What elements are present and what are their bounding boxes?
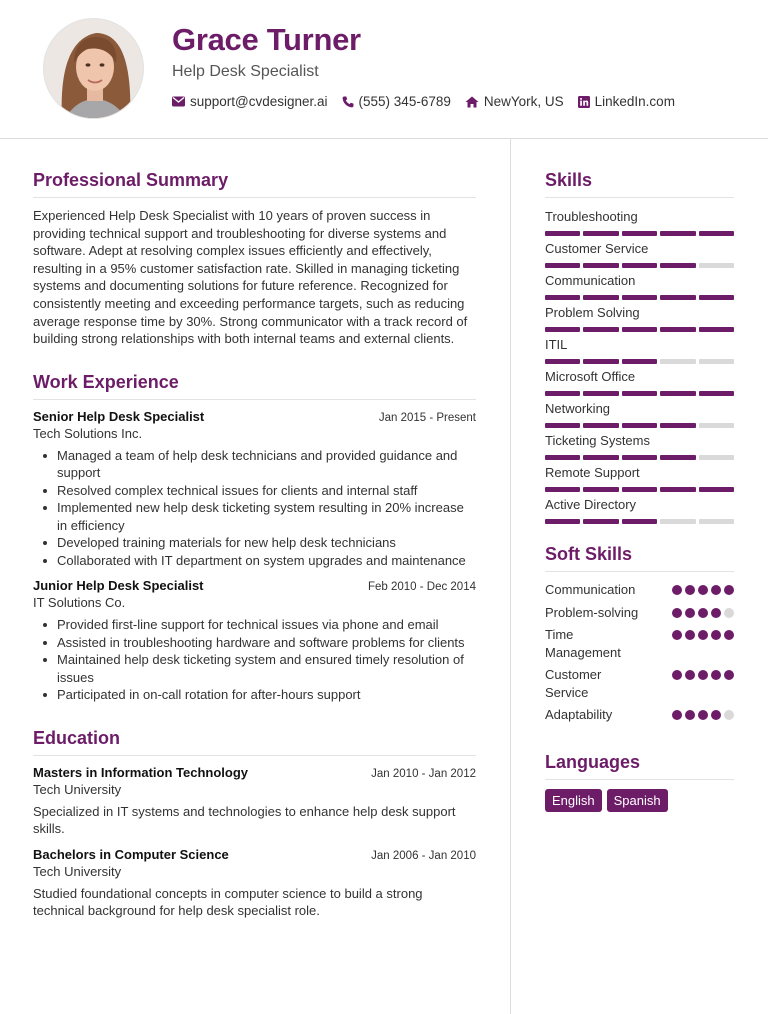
main-column [33,170,476,920]
skill-segment-filled [545,263,580,268]
rating-dot-filled [698,585,708,595]
experience-heading: Work Experience [33,372,476,400]
skill-segment-empty [699,455,734,460]
candidate-name: Grace Turner [172,22,361,57]
languages-list [545,789,734,812]
skill-segment-filled [583,519,618,524]
skill-segment-empty [699,519,734,524]
job-bullet: Developed training materials for new help desk technicians [33,534,476,552]
skill-item [545,239,734,271]
skills-section [545,170,734,527]
skill-item [545,303,734,335]
job-bullets [33,447,476,570]
skill-name: Remote Support [545,465,640,480]
job-bullet: Participated in on-call rotation for after-hours support [33,686,476,704]
soft-skill-name: Customer Service [545,667,602,700]
skill-item [545,207,734,239]
soft-skill-rating [672,608,734,618]
skill-segment-filled [545,455,580,460]
education-entry [33,765,476,838]
job-title: Senior Help Desk Specialist [33,408,205,424]
job-bullet: Collaborated with IT department on system upgrades and maintenance [33,552,476,570]
contact-linkedin-text: LinkedIn.com [594,94,675,109]
rating-dot-filled [724,670,734,680]
skill-level-bar [545,391,734,396]
languages-section [545,752,734,812]
contact-email[interactable] [172,94,328,109]
skill-name: Ticketing Systems [545,433,650,448]
soft-skills-section [545,544,734,724]
soft-skill-name: Communication [545,582,636,597]
skill-level-bar [545,487,734,492]
skill-segment-empty [660,359,695,364]
skills-list [545,207,734,527]
envelope-icon [172,96,185,107]
skill-segment-empty [699,263,734,268]
skill-segment-filled [545,359,580,364]
skill-segment-filled [699,391,734,396]
skill-segment-filled [660,391,695,396]
job-company: Tech Solutions Inc. [33,425,143,441]
education-entry [33,847,476,920]
skill-item [545,271,734,303]
soft-skill-item [545,666,734,701]
sidebar-column [545,170,734,812]
skill-segment-filled [583,455,618,460]
degree-date: Jan 2010 - Jan 2012 [371,767,476,780]
column-divider [510,139,511,1014]
degree-date: Jan 2006 - Jan 2010 [371,849,476,862]
school-name: Tech University [33,863,122,879]
skill-segment-empty [660,519,695,524]
rating-dot-filled [672,710,682,720]
rating-dot-filled [685,630,695,640]
rating-dot-filled [698,670,708,680]
linkedin-icon [578,96,590,108]
skill-name: Customer Service [545,241,649,256]
skill-segment-filled [583,263,618,268]
experience-section [33,372,476,704]
skill-name: Microsoft Office [545,369,636,384]
skill-item [545,495,734,527]
language-badge: Spanish [607,789,668,812]
phone-icon [342,96,354,108]
soft-skill-item [545,604,734,622]
job-date: Feb 2010 - Dec 2014 [367,581,476,594]
skill-segment-filled [622,423,657,428]
job-bullet: Assisted in troubleshooting hardware and software problems for clients [33,634,476,652]
rating-dot-filled [685,670,695,680]
skill-segment-filled [660,423,695,428]
contact-phone-text: (555) 345-6789 [358,94,451,109]
skill-item [545,367,734,399]
contact-bar [172,94,689,109]
job-bullet: Provided first-line support for technical issues via phone and email [33,616,476,634]
skills-heading: Skills [545,170,734,198]
skill-segment-filled [545,487,580,492]
skill-level-bar [545,327,734,332]
language-badge: English [545,789,602,812]
skill-level-bar [545,231,734,236]
skill-level-bar [545,359,734,364]
skill-name: Active Directory [545,497,637,512]
soft-skill-rating [672,630,734,640]
skill-segment-empty [699,359,734,364]
skill-level-bar [545,455,734,460]
school-name: Tech University [33,781,122,797]
job-title: Junior Help Desk Specialist [33,578,204,594]
skill-item [545,399,734,431]
soft-skill-name: Problem-solving [545,604,639,620]
skill-segment-filled [699,487,734,492]
skill-segment-filled [583,231,618,236]
skill-name: Troubleshooting [545,209,638,224]
skill-segment-filled [583,327,618,332]
rating-dot-filled [685,585,695,595]
degree-title: Bachelors in Computer Science [33,846,229,862]
rating-dot-filled [698,608,708,618]
profile-photo [43,18,144,119]
job-entry [33,578,476,704]
contact-email-text: support@cvdesigner.ai [190,94,328,109]
rating-dot-filled [685,608,695,618]
skill-name: Networking [545,401,611,416]
rating-dot-filled [672,608,682,618]
rating-dot-filled [711,585,721,595]
rating-dot-filled [672,585,682,595]
rating-dot-filled [698,630,708,640]
skill-segment-empty [699,423,734,428]
home-icon [465,96,479,108]
soft-skill-item [545,626,734,661]
skill-segment-filled [622,327,657,332]
summary-heading: Professional Summary [33,170,476,198]
skill-segment-filled [622,359,657,364]
skill-segment-filled [545,391,580,396]
rating-dot-empty [724,608,734,618]
soft-skill-rating [672,585,734,595]
soft-skill-item [545,706,734,724]
skill-level-bar [545,423,734,428]
job-company: IT Solutions Co. [33,595,126,611]
avatar-portrait-icon [44,19,144,119]
skill-segment-filled [545,423,580,428]
rating-dot-filled [672,630,682,640]
rating-dot-filled [724,585,734,595]
skill-segment-filled [660,455,695,460]
degree-title: Masters in Information Technology [33,764,249,780]
skill-segment-filled [660,295,695,300]
skill-item [545,431,734,463]
skill-segment-filled [660,263,695,268]
contact-phone[interactable] [342,94,451,109]
skill-level-bar [545,519,734,524]
skill-segment-filled [545,295,580,300]
skill-item [545,335,734,367]
contact-location [465,94,564,109]
job-date: Jan 2015 - Present [378,411,476,424]
skill-segment-filled [583,295,618,300]
skill-segment-filled [583,487,618,492]
skill-segment-filled [699,327,734,332]
education-section [33,728,476,920]
rating-dot-filled [672,670,682,680]
summary-text: Experienced Help Desk Specialist with 10 years of proven success in providing technical support and troubleshooting for diverse systems and software. Adept at resolving complex issues efficiently and effectively, resulting in a 95% customer satisfaction rate. Skilled in managing ticketing systems and documenting solutions for future reference. Recognized for consistently meeting and exceeding performance targets, such as reducing average response time by 30%. Strong communicator with a track record of building strong relationships with both internal teams and external clients. [33,208,468,347]
skill-segment-filled [622,391,657,396]
skill-name: Problem Solving [545,305,640,320]
rating-dot-filled [711,670,721,680]
job-bullets [33,616,476,704]
rating-dot-empty [724,710,734,720]
skill-segment-filled [699,231,734,236]
education-heading: Education [33,728,476,756]
degree-description: Studied foundational concepts in computer science to build a strong technical background for help desk specialist role. [33,885,423,919]
job-bullet: Implemented new help desk ticketing system resulting in 20% increase in efficiency [33,499,476,534]
skill-item [545,463,734,495]
soft-skill-name: Time Management [545,627,621,660]
job-bullet: Managed a team of help desk technicians and provided guidance and support [33,447,476,482]
skill-segment-filled [660,487,695,492]
skill-segment-filled [622,263,657,268]
skill-segment-filled [545,519,580,524]
rating-dot-filled [711,630,721,640]
skill-segment-filled [583,423,618,428]
skill-segment-filled [622,487,657,492]
skill-name: ITIL [545,337,568,352]
candidate-role: Help Desk Specialist [172,63,319,80]
rating-dot-filled [724,630,734,640]
skill-segment-filled [622,231,657,236]
skill-segment-filled [545,231,580,236]
rating-dot-filled [685,710,695,720]
languages-heading: Languages [545,752,734,780]
job-bullet: Maintained help desk ticketing system and ensured timely resolution of issues [33,651,476,686]
skill-segment-filled [660,327,695,332]
skill-name: Communication [545,273,636,288]
rating-dot-filled [698,710,708,720]
soft-skill-rating [672,710,734,720]
skill-level-bar [545,295,734,300]
skill-segment-filled [622,519,657,524]
resume-header [0,0,768,139]
skill-segment-filled [545,327,580,332]
soft-skill-item [545,581,734,599]
summary-section [33,170,476,348]
skill-segment-filled [622,295,657,300]
soft-skill-rating [672,670,734,680]
rating-dot-filled [711,608,721,618]
skill-segment-filled [583,391,618,396]
soft-skills-list [545,581,734,724]
contact-linkedin[interactable] [578,94,675,109]
skill-segment-filled [622,455,657,460]
contact-location-text: NewYork, US [483,94,564,109]
skill-segment-filled [699,295,734,300]
soft-skills-heading: Soft Skills [545,544,734,572]
skill-segment-filled [660,231,695,236]
skill-level-bar [545,263,734,268]
degree-description: Specialized in IT systems and technologies to enhance help desk support skills. [33,803,456,837]
soft-skill-name: Adaptability [545,707,613,722]
skill-segment-filled [583,359,618,364]
rating-dot-filled [711,710,721,720]
job-entry [33,409,476,570]
job-bullet: Resolved complex technical issues for clients and internal staff [33,482,476,500]
